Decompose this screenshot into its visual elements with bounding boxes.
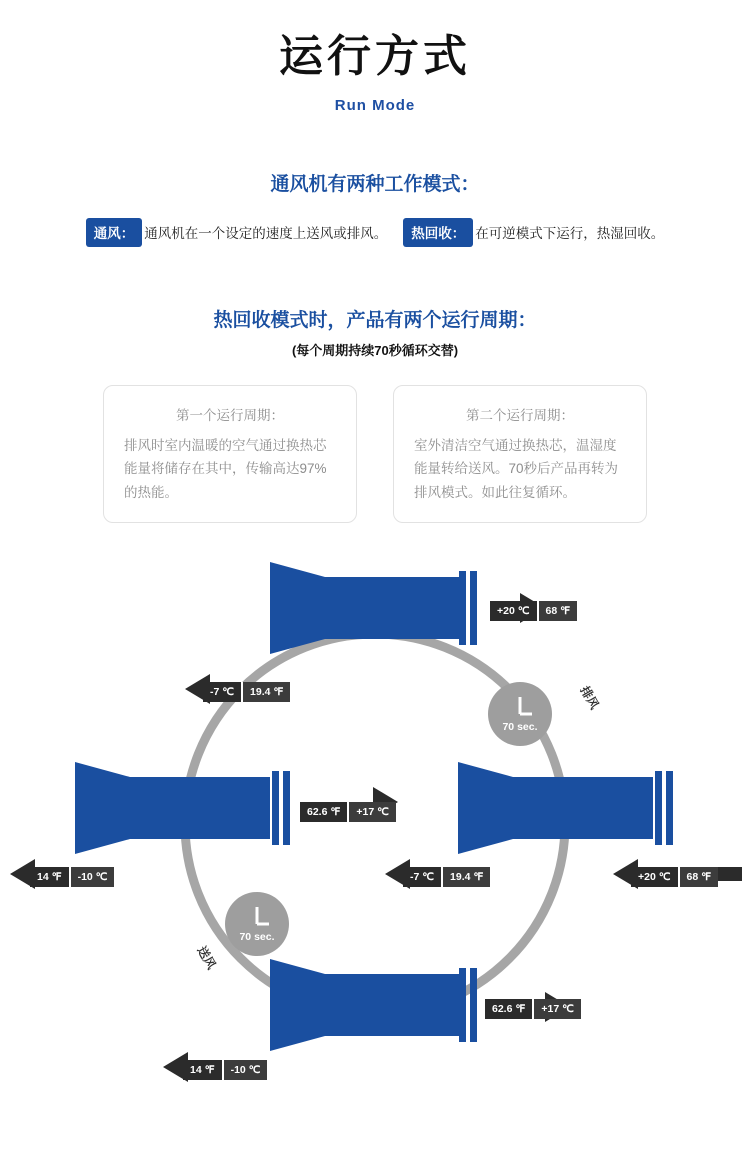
supply-label: 送风 <box>194 944 219 973</box>
badge-bottom-right-supply <box>485 999 581 1019</box>
mode-ventilation-text: 通风机在一个设定的速度上送风或排风。 <box>144 225 388 241</box>
cycle-card-second-body: 室外清洁空气通过换热芯，温湿度能量转给送风。70秒后产品再转为排风模式。如此往复循环。 <box>414 437 619 500</box>
timer-top-right <box>488 682 552 746</box>
badge-middle-supply-c: +17 ℃ <box>347 802 396 822</box>
exhaust-label: 排风 <box>577 684 602 713</box>
badge-bottom-right-supply-c: +17 ℃ <box>532 999 581 1019</box>
badge-middle-supply <box>300 802 396 822</box>
mode-heat-recovery <box>403 218 664 247</box>
badge-top-left-outlet-f: 19.4 ℉ <box>241 682 290 702</box>
badge-middle-supply-f: 62.6 ℉ <box>300 802 347 822</box>
cycle-card-first-title: 第一个运行周期： <box>176 407 284 423</box>
airflow-diagram <box>0 549 750 1109</box>
duct-bottom <box>270 959 477 1051</box>
badge-top-right-inlet-c: +20 ℃ <box>490 601 537 621</box>
cycle-cards <box>0 385 750 524</box>
badge-right-inlet-c: +20 ℃ <box>631 867 678 887</box>
badge-left-inlet <box>30 867 114 887</box>
badge-right-inlet-f: 68 ℉ <box>678 867 719 887</box>
badge-top-left-outlet-c: -7 ℃ <box>203 682 241 702</box>
cycle-subheading: (每个周期持续70秒循环交替) <box>291 342 459 358</box>
duct-top <box>270 562 477 654</box>
badge-left-inlet-c: -10 ℃ <box>69 867 115 887</box>
cycle-card-first <box>103 385 357 524</box>
badge-top-left-outlet <box>203 682 290 702</box>
page-title: 运行方式 <box>279 32 471 81</box>
cycle-card-first-body: 排风时室内温暖的空气通过换热芯能量将储存在其中，传输高达97%的热能。 <box>124 437 327 500</box>
badge-bottom-left-inlet-c: -10 ℃ <box>222 1060 268 1080</box>
badge-top-right-inlet-f: 68 ℉ <box>537 601 578 621</box>
mode-ventilation-tag: 通风： <box>86 218 143 247</box>
diagram-graphics <box>0 549 750 1109</box>
mode-heat-recovery-tag: 热回收： <box>403 218 473 247</box>
bottom-left-timer-label: 70 sec. <box>239 931 275 944</box>
intro-heading: 通风机有两种工作模式： <box>270 173 480 195</box>
badge-left-inlet-f: 14 ℉ <box>30 867 69 887</box>
cycle-heading: 热回收模式时，产品有两个运行周期： <box>213 309 537 331</box>
badge-top-right-inlet <box>490 601 577 621</box>
mode-list <box>0 218 750 247</box>
badge-bottom-right-supply-f: 62.6 ℉ <box>485 999 532 1019</box>
page-subtitle: Run Mode <box>334 96 416 114</box>
badge-center-outlet-f: 19.4 ℉ <box>441 867 490 887</box>
mode-ventilation <box>86 218 388 247</box>
top-right-timer-label: 70 sec. <box>502 721 538 734</box>
badge-center-outlet-c: -7 ℃ <box>403 867 441 887</box>
timer-bottom-left <box>225 892 289 956</box>
cycle-card-second-title: 第二个运行周期： <box>466 407 574 423</box>
mode-heat-recovery-text: 在可逆模式下运行，热湿回收。 <box>475 225 665 241</box>
cycle-card-second <box>393 385 647 524</box>
badge-center-outlet <box>403 867 490 887</box>
badge-bottom-left-inlet-f: 14 ℉ <box>183 1060 222 1080</box>
badge-right-inlet <box>631 867 718 887</box>
badge-bottom-left-inlet <box>183 1060 267 1080</box>
